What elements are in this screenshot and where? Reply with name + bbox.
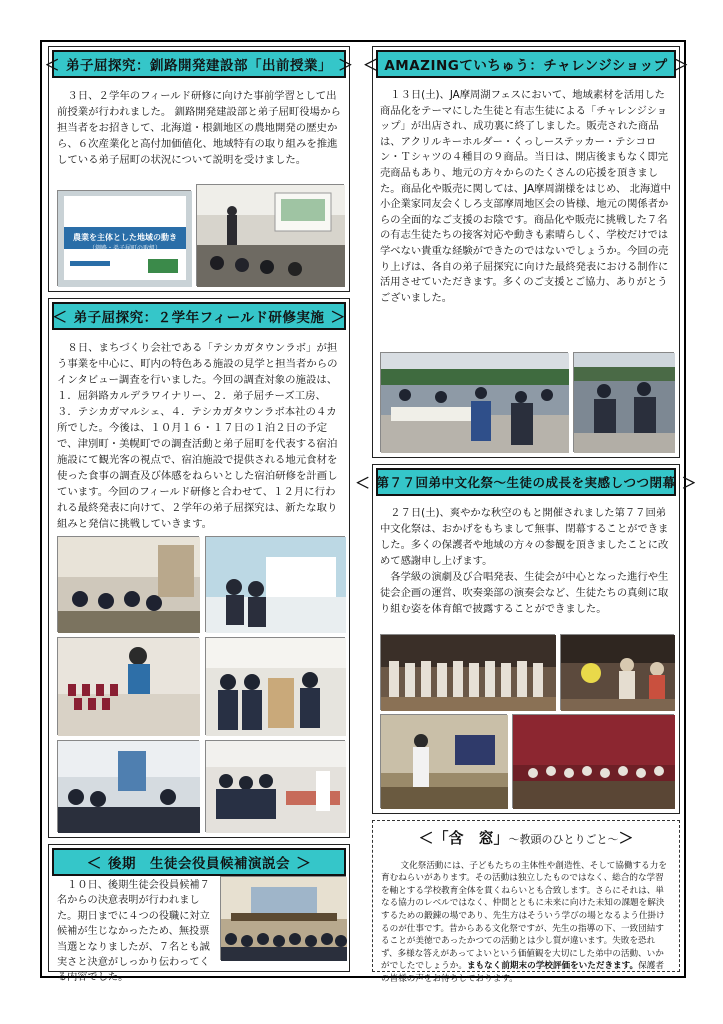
wine-glasses-graphic [58, 638, 200, 736]
section-challenge-shop-banner: ＜ AMAZINGていちゅう：チャレンジショップ ＞ [376, 50, 676, 78]
photo-slide-handout [57, 190, 191, 286]
section-culture-festival-body: ２７日(土)、爽やかな秋空のもと開催されました第７７回弟中文化祭は、おかげをもちまして無事、閉幕することができました。多くの保護者や地域の方々の参観を頂きましたことに改めて感謝申し上げます。 各学級の演劇及び合唱発表、生徒会が中心となった進行や生徒会企画の運営、吹奏楽部の演奏会など、生徒たちの真剣に取り組む姿を体育館で披露することができました。 [380, 507, 669, 615]
stage-presentation-graphic [381, 715, 508, 809]
photo-brass-band [512, 714, 674, 808]
marche-graphic [206, 638, 346, 736]
section-student-council-banner: ＜ 後期 生徒会役員候補演説会 ＞ [52, 848, 346, 876]
section-challenge-shop-body: １３日(土)、JA摩周湖フェスにおいて、地域素材を活用した商品化をテーマにした生徒と有志生徒による「チャレンジショップ」が出店され、成功裏に終了しました。販売された商品は、アクリルキーホルダー・くっしーステッカー・テシコロン・Ｔシャツの４種目の９商品。当日は、開店後まもなく即完売商品もあり、地元の方々からのたくさんの応援を頂きました。商品化や販売に関しては、JA摩周湖様をはじめ、 北海道中小企業家同友会くしろ支部摩周地区会の皆様、地元の関係者からの全面的なご支援のお陰です。商品化や販売に挑戦した７名の有志生徒たちの接客対応や動きも素晴らしく、学校だけでは学べない貴重な経験ができたのではないでしょうか。今回の売り上げは、各自の弟子屈探究に向けた最終発表における制作に活用させていただきます。多くのご支援とご協力、ありがとうございました。 [380, 89, 671, 304]
cheese-factory-graphic [206, 537, 346, 633]
section-student-council-body: １０日、後期生徒会役員候補７名からの決意表明が行われました。期日までに４つの役職に対立候補が生じなかったため、無投票当選となりましたが、７名とも誠実さと決意がしっかり伝わってくる内容でした。 [57, 880, 210, 984]
column-title: 「含 窓」 [433, 829, 509, 847]
section-lecture-title: 弟子屈探究：釧路開発建設部「出前授業」 [66, 58, 332, 74]
section-lecture-banner: ＜ 弟子屈探究：釧路開発建設部「出前授業」 ＞ [52, 50, 346, 78]
column-title-row: ＜「含 窓」～教頭のひとりごと～＞ [418, 829, 634, 847]
shop-booth-graphic [381, 353, 569, 453]
section-field-study-title: 弟子屈探究：２学年フィールド研修実施 [73, 310, 325, 326]
photo-stage-play [380, 634, 555, 710]
photo-factory-tour [57, 740, 199, 832]
slide-subtitle-text: （釧路・弟子屈町の取組） [88, 245, 161, 252]
photo-speech-gym [220, 876, 346, 960]
winery-graphic [58, 537, 200, 633]
section-student-council-title: 後期 生徒会役員候補演説会 [108, 856, 290, 872]
factory-tour-graphic [58, 741, 200, 833]
photo-shop-booth [380, 352, 568, 452]
photo-shop-customers [573, 352, 674, 452]
classroom-graphic [197, 185, 345, 287]
photo-stage-costumes [560, 634, 674, 710]
stage-costumes-graphic [561, 635, 675, 711]
stage-play-graphic [381, 635, 556, 711]
column-body: 文化祭活動には、子どもたちの主体性や創造性、そして協働する力を育むねらいがあります。その活動は独立したものではなく、総合的な学習を軸とする学校教育全体を貫くねらいとも合致します。さらにそれは、単なる協力のレベルではなく、仲間とともに未来に向けた未知の課題を解決するための鍛錬の場であり、先生方はそういう学びの場となるよう仕掛けるのが仕事です。昔からある文化祭ですが、先生の指導の下、一致団結することが美徳であったかつての活動とは少し質が違います。失敗を恐れず、多様な答えがあってよいという価値観を大切にした弟中の活動、いかがでしたでしょうか。 [381, 860, 667, 972]
brass-band-graphic [513, 715, 675, 809]
column-subtitle: ～教頭のひとりごと～ [508, 833, 619, 846]
photo-townlab-office [205, 740, 345, 832]
photo-winery-visit [57, 536, 199, 632]
section-culture-festival-banner: ＜ 第７７回弟中文化祭～生徒の成長を実感しつつ閉幕 ＞ [376, 468, 676, 496]
photo-wine-glasses [57, 637, 199, 735]
section-culture-festival-title: 第７７回弟中文化祭～生徒の成長を実感しつつ閉幕 [376, 475, 676, 490]
column-tail: 保護者の皆様の声をお待ちしております。 [381, 961, 664, 984]
column-vice-principal [372, 820, 680, 984]
section-lecture-body: ３日、２学年のフィールド研修に向けた事前学習として出前授業が行われました。 釧路開発建設部と弟子屈町役場から担当者をお招きして、北海道・根釧地区の農地開発の歴史から、６次産業化と高付加価値化、地域特有の取り組みを推進している弟子屈町の状況について説明を受けました。 [57, 90, 341, 166]
photo-stage-presentation [380, 714, 507, 808]
photo-marche [205, 637, 345, 735]
column-body-wrap [381, 847, 671, 984]
column-bold-tail: まもなく前期末の学校評価をいただきます。 [466, 961, 639, 972]
section-field-study-banner: ＜ 弟子屈探究：２学年フィールド研修実施 ＞ [52, 302, 346, 330]
townlab-graphic [206, 741, 346, 833]
speech-gym-graphic [221, 877, 347, 961]
shop-customers-graphic [574, 353, 675, 453]
section-challenge-shop-title: AMAZINGていちゅう：チャレンジショップ [384, 58, 668, 74]
photo-classroom-lecture [196, 184, 344, 286]
photo-cheese-factory [205, 536, 345, 632]
slide-title-text: 農業を主体とした地域の動き [73, 233, 177, 242]
section-field-study-body: ８日、まちづくり会社である「テシカガタウンラボ」が担う事業を中心に、町内の特色ある施設の見学と担当者からのインタビュー調査を行いました。今回の調査対象の施設は、１．屈斜路カルデラワイナリー、２．弟子屈チーズ工房、３．テシカガマルシェ、４．テシカガタウンラボ本社の４カ所でした。今後は、１０月１６・１７日の１泊２日の予定で、津別町・美幌町での調査活動と弟子屈町を代表する宿泊施設にて観光客の視点で、宿泊施設で提供される地元食材を使った食事の調査及び体感をねらいとした宿泊研修を計画しています。今回のフィールド研修と合わせて、１２月に行われる最終発表に向けて、２学年の弟子屈探究は、新たな取り組みと発信に挑戦していきます。 [57, 342, 338, 530]
